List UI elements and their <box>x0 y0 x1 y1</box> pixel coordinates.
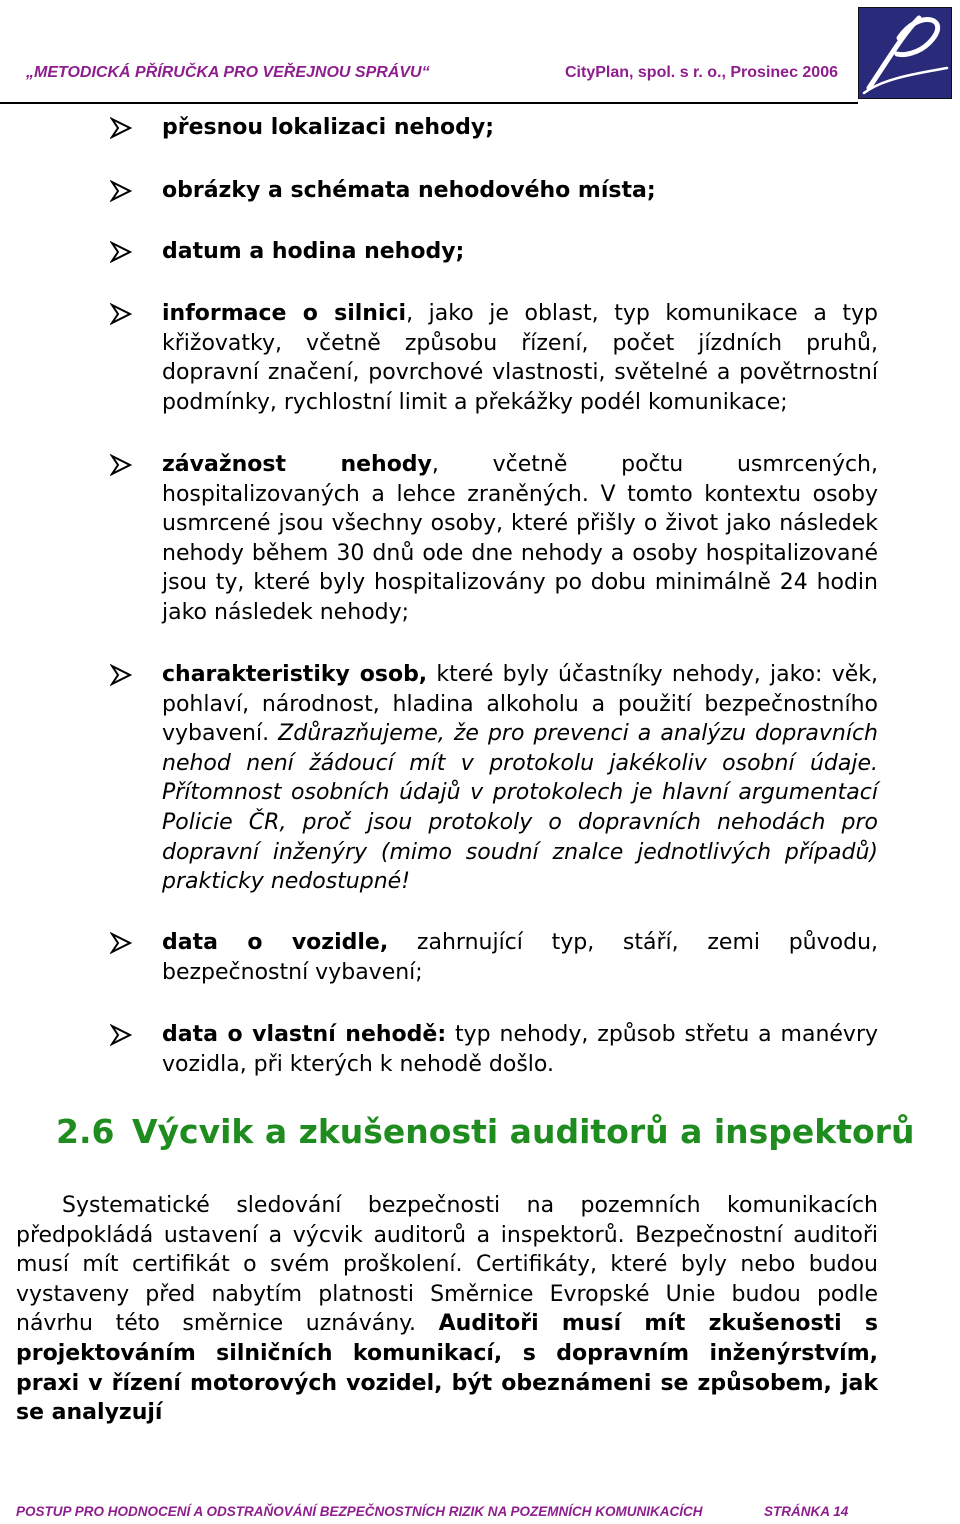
header-company-date: CityPlan, spol. s r. o., Prosinec 2006 <box>565 64 838 81</box>
header-divider <box>0 102 858 104</box>
item-italic-note: Zdůrazňujeme, že pro prevenci a analýzu dopravních nehod není žádoucí mít v protokolu jakékoliv osobní údaje. Přítomnost osobních údajů v protokolech je hlavní argumentací Policie ČR, proč jsou protokoly o dopravních nehodách pro dopravní inženýry (mimo soudní znalce jednotlivých případů) prakticky nedostupné! <box>162 721 878 895</box>
arrow-bullet-icon <box>110 180 132 202</box>
header-publication-title: „METODICKÁ PŘÍRUČKA PRO VEŘEJNOU SPRÁVU“ <box>26 64 430 81</box>
list-item <box>162 113 878 143</box>
list-item <box>162 660 878 897</box>
item-text: zahrnující typ, stáří, zemi původu, bezpečnostní vybavení; <box>162 930 879 985</box>
item-bold: data o vozidle, <box>162 930 389 955</box>
arrow-bullet-icon <box>110 117 132 139</box>
arrow-bullet-icon <box>110 664 132 686</box>
item-text: které byly účastníky nehody, jako: věk, pohlaví, národnost, hladina alkoholu a použití bezpečnostního vybavení. <box>162 662 878 747</box>
arrow-bullet-icon <box>110 932 132 954</box>
list-item <box>162 299 878 417</box>
item-bold: přesnou lokalizaci nehody; <box>162 115 495 140</box>
item-bold: charakteristiky osob, <box>162 662 428 687</box>
paragraph-text: Systematické sledování bezpečnosti na pozemních komunikacích předpokládá ustavení a výcvik auditorů a inspektorů. Bezpečnostní auditoři musí mít certifikát o svém proškolení. Certifikáty, které byly nebo budou vystaveny před nabytím platnosti Směrnice Evropské Unie budou podle návrhu této směrnice uznávány. <box>16 1193 878 1337</box>
item-bold: datum a hodina nehody; <box>162 239 465 264</box>
item-text: typ nehody, způsob střetu a manévry vozidla, při kterých k nehodě došlo. <box>162 1022 879 1077</box>
item-text: , včetně počtu usmrcených, hospitalizovaných a lehce zraněných. V tomto kontextu osoby usmrcené jsou všechny osoby, které přišly o život jako následek nehody během 30 dnů ode dne nehody a osoby hospitalizované jsou ty, které byly hospitalizovány po dobu minimálně 24 hodin jako následek nehody; <box>162 452 878 625</box>
body-paragraph <box>16 1191 878 1428</box>
item-bold: data o vlastní nehodě: <box>162 1022 447 1047</box>
logo-graphic <box>859 8 951 98</box>
list-item <box>162 176 878 206</box>
arrow-bullet-icon <box>110 241 132 263</box>
page-header <box>0 0 960 106</box>
arrow-bullet-icon <box>110 454 132 476</box>
item-bold: obrázky a schémata nehodového místa; <box>162 178 656 203</box>
item-bold: informace o silnici <box>162 301 407 326</box>
section-title-text: Výcvik a zkušenosti auditorů a inspektorů <box>132 1112 915 1151</box>
list-item <box>162 237 878 267</box>
section-number: 2.6 <box>56 1112 115 1151</box>
section-heading <box>56 1112 914 1151</box>
list-item <box>162 1020 878 1079</box>
footer-document-title: POSTUP PRO HODNOCENÍ A ODSTRAŇOVÁNÍ BEZPEČNOSTNÍCH RIZIK NA POZEMNÍCH KOMUNIKACÍCH <box>16 1504 703 1519</box>
list-item <box>162 928 878 987</box>
footer-page-number: STRÁNKA 14 <box>764 1504 849 1519</box>
item-bold: závažnost nehody <box>162 452 432 477</box>
arrow-bullet-icon <box>110 303 132 325</box>
cityplan-logo-icon <box>858 7 952 99</box>
item-text: , jako je oblast, typ komunikace a typ křižovatky, včetně způsobu řízení, počet jízdních pruhů, dopravní značení, povrchové vlastnosti, světelné a povětrnostní podmínky, rychlostní limit a překážky podél komunikace; <box>162 301 878 415</box>
arrow-bullet-icon <box>110 1024 132 1046</box>
page-footer <box>16 1504 856 1519</box>
list-item <box>162 450 878 628</box>
paragraph-bold: Auditoři musí mít zkušenosti s projektováním silničních komunikací, s dopravním inženýrstvím, praxi v řízení motorových vozidel, být obeznámeni se způsobem, jak se analyzují <box>16 1311 878 1426</box>
